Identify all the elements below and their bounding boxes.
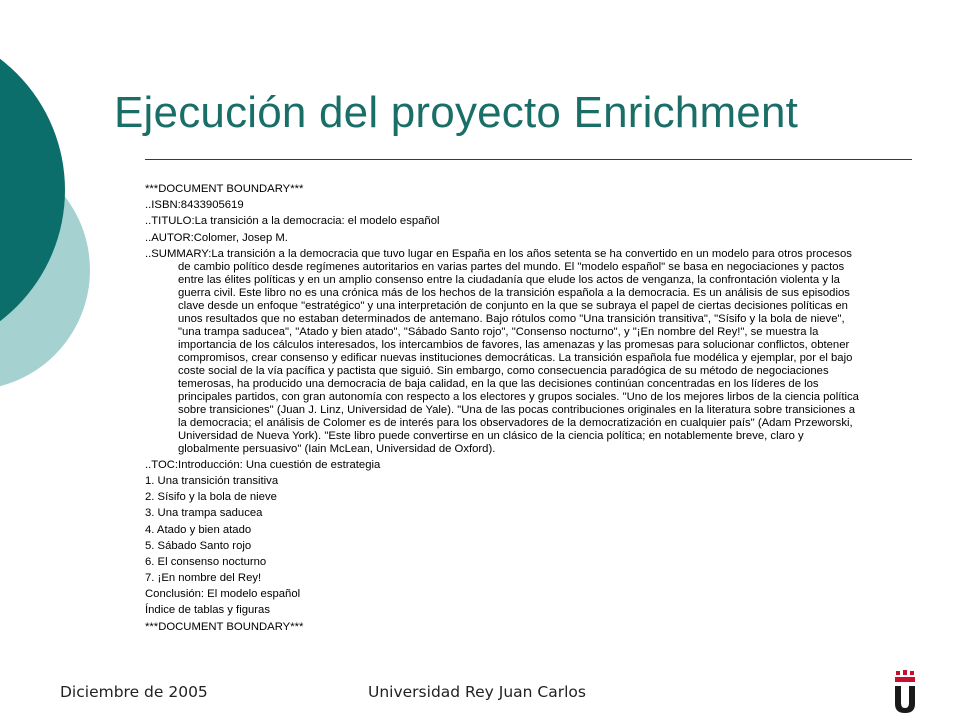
toc-item: 2. Sísifo y la bola de nieve <box>145 491 277 504</box>
footer-date: Diciembre de 2005 <box>60 683 208 701</box>
toc-item: 4. Atado y bien atado <box>145 523 252 536</box>
isbn-line: ..ISBN:8433905619 <box>145 199 244 212</box>
slide-title: Ejecución del proyecto Enrichment <box>114 88 799 137</box>
title-divider <box>145 159 912 160</box>
corner-decoration <box>0 0 130 720</box>
university-logo-icon <box>887 670 923 714</box>
toc-item: 1. Una transición transitiva <box>145 474 279 487</box>
boundary-start: ***DOCUMENT BOUNDARY*** <box>145 183 304 195</box>
toc-list <box>145 475 865 618</box>
summary-paragraph: ..SUMMARY:La transición a la democracia que tuvo lugar en España en los años setenta se ha convertido en un modelo para otros procesos de cambio político desde regímenes autoritarios en varias partes del mundo. El "modelo español" se basa en negociaciones y pactos entre las élites políticas y en un amplio consenso entre la ciudadanía que elude los actos de venganza, la confrontación violenta y la guerra civil. Este libro no es una crónica más de los hechos de la transición española a la democracia. Es un análisis de sus episodios clave desde un enfoque "estratégico" y una interpretación de conjunto en la que se subraya el papel de ciertas decisiones políticas en unos resultados que no estaban determinados de antemano. Bajo rótulos como "Una transición transitiva", "Sísifo y la bola de nieve", "una trampa saducea", "Atado y bien atado", "Sábado Santo rojo", "Consenso nocturno", y "¡En nombre del Rey!", se muestra la importancia de los cálculos interesados, los intercambios de favores, las amenazas y las promesas para solucionar conflictos, obtener compromisos, crear consenso y edificar nuevas instituciones democráticas. La transición española fue modélica y ejemplar, por el bajo coste social de la vía pacífica y pactista que siguió. Sin embargo, como consecuencia paradógica de su método de negociaciones temerosas, ha producido una democracia de baja calidad, en la que las decisiones continúan concentradas en los líderes de los principales partidos, con gran autonomía con respecto a los electores y grupos sociales. "Uno de los mejores lirbos de la ciencia política sobre transiciones" (Juan J. Linz, Universidad de Yale). "Una de las pocas contribuciones originales en la literatura sobre transiciones a la democracia; el análisis de Colomer es de interés para los observadores de la democratización en cualquier país" (Adam Przeworski, Universidad de Nueva York). "Este libro puede convertirse en un clásico de la ciencia política; en notablemente breve, claro y globalmente persuasivo" (Iain McLean, Universidad de Oxford). <box>145 247 859 455</box>
toc-item: Conclusión: El modelo español <box>145 588 301 601</box>
toc-intro: ..TOC:Introducción: Una cuestión de estrategia <box>145 458 381 471</box>
toc-item: 3. Una trampa saducea <box>145 507 263 520</box>
toc-item: Índice de tablas y figuras <box>145 604 270 617</box>
slide-content <box>145 183 865 637</box>
titulo-line: ..TITULO:La transición a la democracia: el modelo español <box>145 215 440 228</box>
toc-item: 5. Sábado Santo rojo <box>145 539 252 552</box>
autor-line: ..AUTOR:Colomer, Josep M. <box>145 231 288 244</box>
toc-item: 7. ¡En nombre del Rey! <box>145 572 262 585</box>
toc-item: 6. El consenso nocturno <box>145 555 267 568</box>
boundary-end: ***DOCUMENT BOUNDARY*** <box>145 620 304 633</box>
footer-university: Universidad Rey Juan Carlos <box>368 683 586 701</box>
